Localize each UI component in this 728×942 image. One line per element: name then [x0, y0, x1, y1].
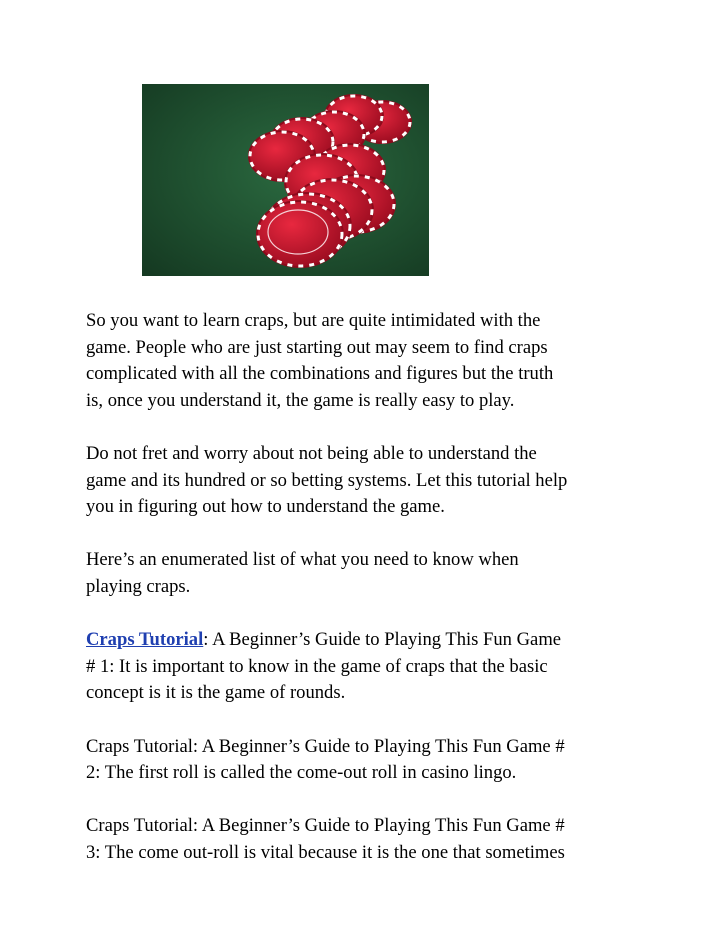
- reassurance-paragraph: [86, 441, 658, 521]
- tip-1-title-rest: : A Beginner’s Guide to Playing This Fun Game: [203, 629, 562, 651]
- text-line: playing craps.: [86, 575, 191, 597]
- text-line: concept is it is the game of rounds.: [86, 682, 346, 704]
- text-line: 3: The come out-roll is vital because it is the one that sometimes: [86, 841, 565, 863]
- tip-2-paragraph: [86, 734, 658, 787]
- intro-paragraph: [86, 308, 658, 414]
- text-line: Craps Tutorial: A Beginner’s Guide to Playing This Fun Game #: [86, 815, 565, 837]
- text-line: Do not fret and worry about not being able to understand the: [86, 442, 537, 464]
- text-line: So you want to learn craps, but are quite intimidated with the: [86, 310, 541, 331]
- text-line: 2: The first roll is called the come-out roll in casino lingo.: [86, 762, 517, 784]
- text-line: Here’s an enumerated list of what you need to know when: [86, 549, 519, 571]
- text-line: # 1: It is important to know in the game of craps that the basic: [86, 655, 548, 677]
- craps-tutorial-link[interactable]: Craps Tutorial: [86, 629, 204, 651]
- article-body: [86, 308, 658, 893]
- text-line: [86, 627, 658, 654]
- text-line: complicated with all the combinations and figures but the truth: [86, 363, 554, 385]
- tip-1-paragraph: [86, 627, 658, 707]
- text-line: game and its hundred or so betting systems. Let this tutorial help: [86, 469, 568, 491]
- casino-chips-photo: [142, 84, 429, 276]
- text-line: you in figuring out how to understand the game.: [86, 496, 445, 518]
- text-line: Craps Tutorial: A Beginner’s Guide to Playing This Fun Game #: [86, 735, 565, 757]
- text-line: is, once you understand it, the game is really easy to play.: [86, 389, 515, 411]
- tip-3-paragraph: [86, 813, 658, 866]
- text-line: game. People who are just starting out may seem to find craps: [86, 336, 548, 358]
- list-intro-paragraph: [86, 547, 658, 600]
